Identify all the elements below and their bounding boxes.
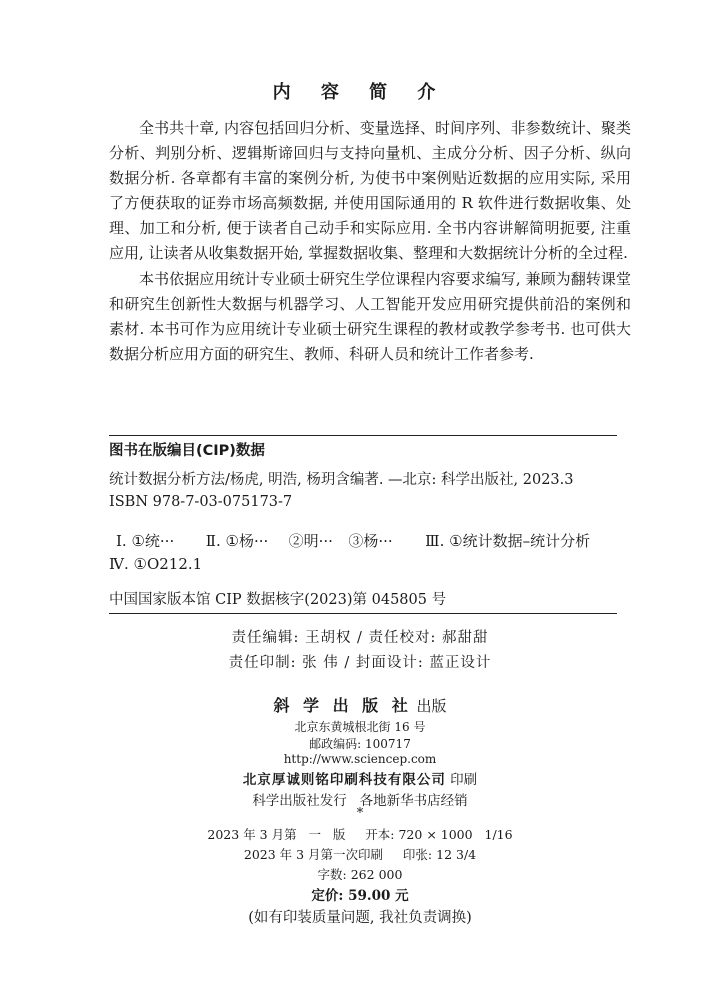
cip-isbn: ISBN 978-7-03-075173-7 — [109, 494, 293, 510]
cip-classification-4: Ⅳ. ①O212.1 — [109, 555, 203, 573]
printer-name: 北京厚诚则铭印刷科技有限公司 — [242, 772, 446, 788]
separator-star: * — [356, 806, 364, 821]
word-count: 字数: 262 000 — [317, 867, 403, 882]
class-item: Ⅱ. ①杨··· — [205, 532, 269, 550]
publisher-url: http://www.sciencep.com — [283, 752, 437, 766]
class-item: ②明··· — [288, 532, 333, 550]
class-item: Ⅰ. ①统··· — [116, 532, 175, 550]
printer-suffix: 印刷 — [450, 772, 478, 788]
class-item: ③杨··· — [348, 532, 393, 550]
cip-catalog-line: 统计数据分析方法/杨虎, 明浩, 杨玥含编著. —北京: 科学出版社, 2023.3 — [109, 472, 574, 488]
divider-top — [109, 435, 617, 436]
printer-line — [0, 768, 720, 788]
page-title: 内 容 简 介 — [272, 82, 448, 103]
publisher-postcode: 邮政编码: 100717 — [309, 737, 411, 751]
edition-line: 2023 年 3 月第 一 版 开本: 720 × 1000 1/16 — [207, 827, 513, 842]
publisher-suffix: 出版 — [416, 697, 447, 715]
synopsis — [109, 116, 631, 368]
class-item: Ⅲ. ①统计数据–统计分析 — [425, 532, 591, 550]
credits-production: 责任印制: 张 伟 / 封面设计: 蓝正设计 — [228, 655, 492, 671]
publisher-line — [0, 693, 720, 716]
printing-line: 2023 年 3 月第一次印刷 印张: 12 3/4 — [243, 847, 477, 862]
cip-verify-number: 中国国家版本馆 CIP 数据核字(2023)第 045805 号 — [109, 592, 447, 608]
cip-heading: 图书在版编目(CIP)数据 — [109, 443, 265, 459]
synopsis-paragraph-2: 本书依据应用统计专业硕士研究生学位课程内容要求编写, 兼顾为翻转课堂和研究生创新性大数据与机器学习、人工智能开发应用研究提供前沿的案例和素材. 本书可作为应用统计专业硕士研究生课程的教材或教学参考书. 也可供大数据分析应用方面的研究生、教师、科研人员和统计工作者参考. — [109, 270, 631, 363]
publisher-logo: 斜 学 出 版 社 — [273, 696, 412, 715]
divider-bottom — [109, 613, 617, 614]
quality-notice: (如有印装质量问题, 我社负责调换) — [248, 910, 472, 926]
credits-editors: 责任编辑: 王胡权 / 责任校对: 郝甜甜 — [231, 630, 489, 646]
publisher-address: 北京东黄城根北街 16 号 — [294, 720, 426, 734]
cip-classification — [116, 530, 590, 551]
price: 定价: 59.00 元 — [311, 888, 409, 904]
distribution-line: 科学出版社发行 各地新华书店经销 — [252, 793, 468, 809]
synopsis-paragraph-1: 全书共十章, 内容包括回归分析、变量选择、时间序列、非参数统计、聚类分析、判别分析、逻辑斯谛回归与支持向量机、主成分分析、因子分析、纵向数据分析. 各章都有丰富的案例分析, 为使书中案例贴近数据的应用实际, 采用了方便获取的证券市场高频数据, 并使用国际通用的 R 软件进行数据收集、处理、加工和分析, 便于读者自己动手和实际应用. 全书内容讲解简明扼要, 注重应用, 让读者从收集数据开始, 掌握数据收集、整理和大数据统计分析的全过程. — [109, 119, 631, 262]
